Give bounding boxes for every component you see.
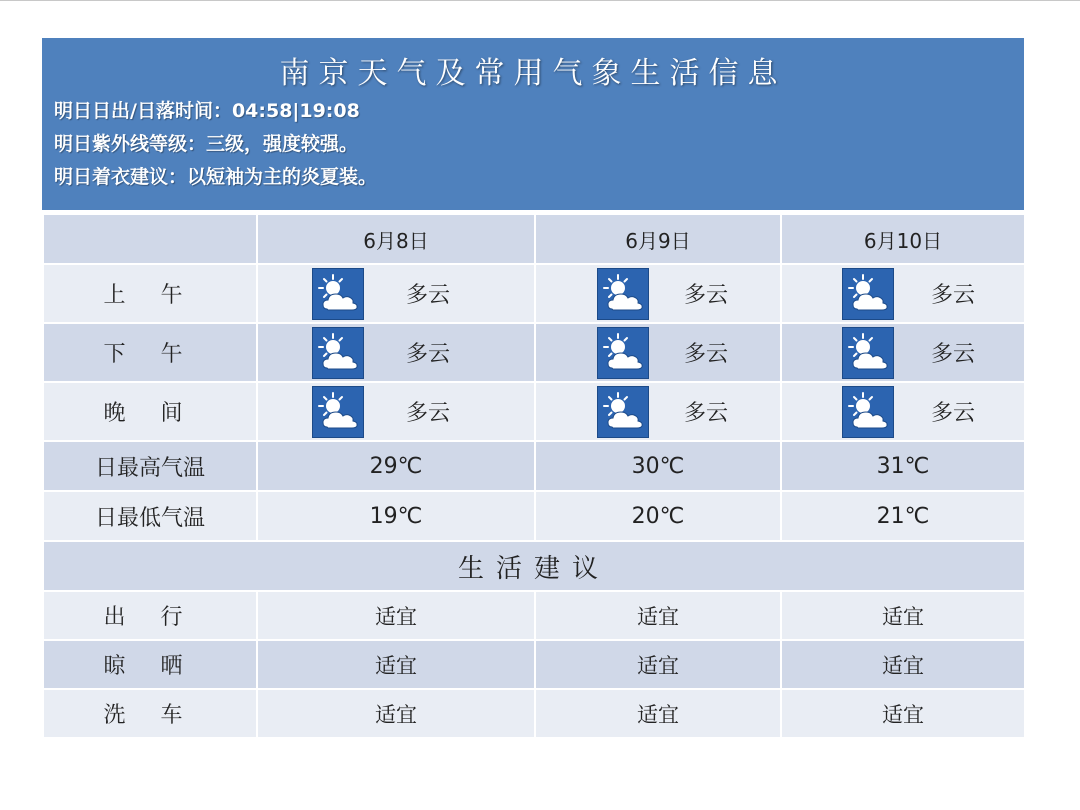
weather-text: 多云 [684, 401, 729, 426]
weather-text: 多云 [406, 401, 451, 426]
min-temp-row [43, 491, 1025, 541]
top-divider [0, 0, 1080, 1]
temp-value: 29℃ [257, 441, 535, 491]
weather-text: 多云 [931, 342, 976, 367]
weather-text: 多云 [931, 401, 976, 426]
date-cell: 6月10日 [781, 214, 1025, 264]
sunrise-sunset-line [54, 96, 360, 123]
forecast-row-afternoon [43, 323, 1025, 382]
temp-value: 19℃ [257, 491, 535, 541]
row-label: 晚 间 [43, 382, 257, 441]
weather-text: 多云 [406, 342, 451, 367]
advice-value: 适宜 [781, 591, 1025, 640]
weather-text: 多云 [684, 283, 729, 308]
uv-level-line: 明日紫外线等级：三级，强度较强。 [54, 133, 359, 155]
advice-value: 适宜 [535, 591, 781, 640]
row-label: 洗 车 [43, 689, 257, 738]
corner-cell [43, 214, 257, 264]
advice-value: 适宜 [257, 640, 535, 689]
temp-value: 31℃ [781, 441, 1025, 491]
row-label: 下 午 [43, 323, 257, 382]
partly-cloudy-icon [842, 327, 894, 379]
row-label: 日最高气温 [43, 441, 257, 491]
forecast-cell [535, 382, 781, 441]
life-row-carwash [43, 689, 1025, 738]
forecast-cell [535, 323, 781, 382]
row-label: 上 午 [43, 264, 257, 323]
weather-text: 多云 [406, 283, 451, 308]
date-header-row [43, 214, 1025, 264]
date-cell: 6月8日 [257, 214, 535, 264]
row-label: 晾 晒 [43, 640, 257, 689]
weather-text: 多云 [931, 283, 976, 308]
partly-cloudy-icon [597, 268, 649, 320]
temp-value: 21℃ [781, 491, 1025, 541]
advice-value: 适宜 [781, 689, 1025, 738]
sunrise-sunset-label: 明日日出/日落时间： [54, 100, 232, 122]
advice-value: 适宜 [257, 591, 535, 640]
forecast-cell [781, 264, 1025, 323]
life-row-travel [43, 591, 1025, 640]
forecast-cell [257, 382, 535, 441]
partly-cloudy-icon [312, 327, 364, 379]
partly-cloudy-icon [312, 268, 364, 320]
partly-cloudy-icon [597, 386, 649, 438]
life-advice-section-row [43, 541, 1025, 591]
partly-cloudy-icon [842, 268, 894, 320]
row-label: 出 行 [43, 591, 257, 640]
section-title: 生活建议 [43, 541, 1025, 591]
advice-value: 适宜 [781, 640, 1025, 689]
advice-value: 适宜 [257, 689, 535, 738]
page-title: 南京天气及常用气象生活信息 [279, 56, 787, 91]
advice-value: 适宜 [535, 640, 781, 689]
partly-cloudy-icon [597, 327, 649, 379]
forecast-cell [535, 264, 781, 323]
row-label: 日最低气温 [43, 491, 257, 541]
advice-value: 适宜 [535, 689, 781, 738]
weather-panel [42, 38, 1024, 739]
max-temp-row [43, 441, 1025, 491]
clothing-advice-line: 明日着衣建议：以短袖为主的炎夏装。 [54, 166, 378, 188]
temp-value: 30℃ [535, 441, 781, 491]
header-banner [42, 38, 1024, 210]
life-row-drying [43, 640, 1025, 689]
temp-value: 20℃ [535, 491, 781, 541]
date-cell: 6月9日 [535, 214, 781, 264]
forecast-cell [257, 264, 535, 323]
forecast-row-evening [43, 382, 1025, 441]
forecast-cell [257, 323, 535, 382]
forecast-cell [781, 323, 1025, 382]
sunrise-sunset-value: 04:58|19:08 [231, 100, 360, 122]
forecast-cell [781, 382, 1025, 441]
partly-cloudy-icon [842, 386, 894, 438]
partly-cloudy-icon [312, 386, 364, 438]
forecast-table [42, 213, 1026, 739]
weather-text: 多云 [684, 342, 729, 367]
forecast-row-morning [43, 264, 1025, 323]
